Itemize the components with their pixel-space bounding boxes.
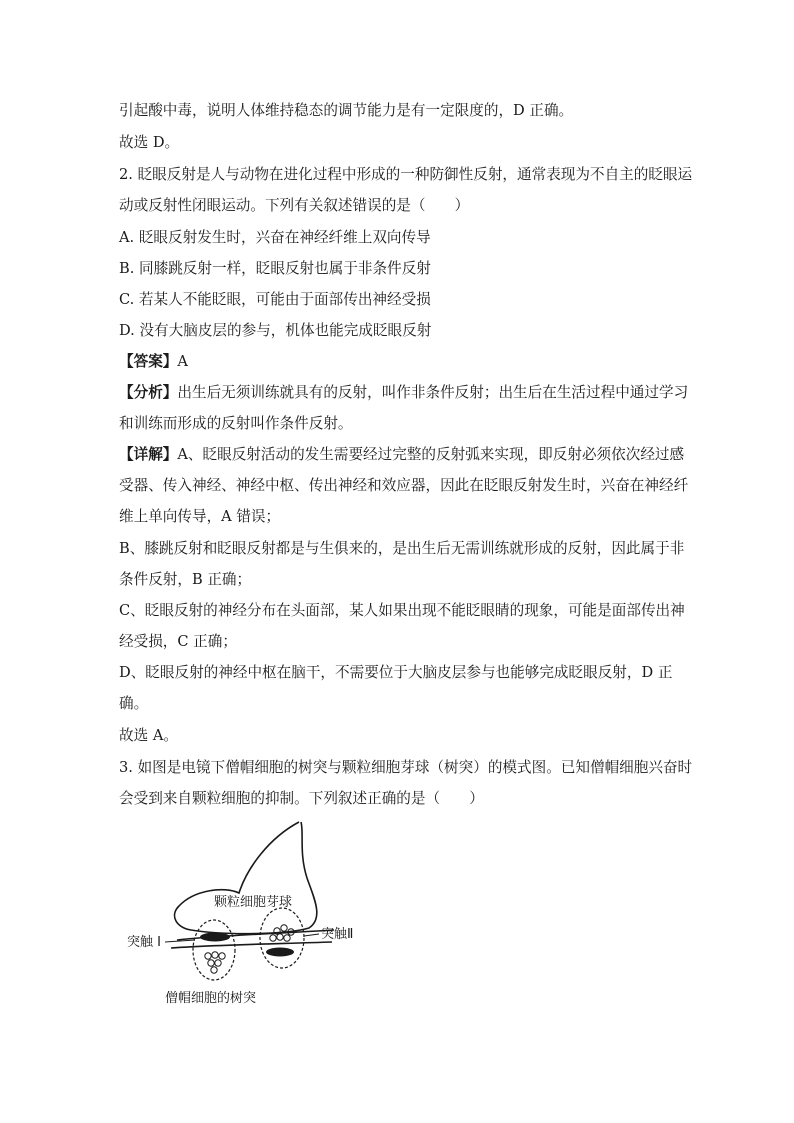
text-line: B、膝跳反射和眨眼反射都是与生俱来的，是出生后无需训练就形成的反射，因此属于非 bbox=[119, 540, 685, 557]
text-line: 维上单向传导，A 错误； bbox=[119, 508, 281, 525]
explanation-tag: 【详解】 bbox=[119, 446, 178, 463]
text-line: 引起酸中毒，说明人体维持稳态的调节能力是有一定限度的，D 正确。 bbox=[119, 102, 574, 119]
label-mitral-dendrite: 僧帽细胞的树突 bbox=[165, 991, 257, 1006]
text-line: 经受损，C 正确； bbox=[119, 633, 237, 650]
question-3-stem: 3. 如图是电镜下僧帽细胞的树突与颗粒细胞芽球（树突）的模式图。已知僧帽细胞兴奋时 bbox=[119, 759, 693, 776]
synapse-1-density bbox=[200, 933, 230, 942]
text-line: 故选 A。 bbox=[119, 727, 178, 744]
analysis-line bbox=[119, 383, 688, 403]
text-line: C、眨眼反射的神经分布在头面部，某人如果出现不能眨眼睛的现象，可能是面部传出神 bbox=[119, 602, 685, 619]
analysis-tag: 【分析】 bbox=[119, 384, 178, 401]
synapse-diagram bbox=[119, 818, 354, 1013]
question-3-stem: 会受到来自颗粒细胞的抑制。下列叙述正确的是（ ） bbox=[119, 790, 484, 807]
text-line: 和训练而形成的反射叫作条件反射。 bbox=[119, 415, 353, 432]
question-2-stem: 动或反射性闭眼运动。下列有关叙述错误的是（ ） bbox=[119, 197, 470, 214]
text-line: 条件反射，B 正确； bbox=[119, 571, 252, 588]
answer-value: A bbox=[177, 353, 188, 370]
question-2-stem: 2. 眨眼反射是人与动物在进化过程中形成的一种防御性反射，通常表现为不自主的眨眼运 bbox=[119, 166, 693, 183]
granule-spine-outline bbox=[175, 822, 317, 934]
option-c: C. 若某人不能眨眼，可能由于面部传出神经受损 bbox=[119, 291, 431, 308]
label-synapse-2: 突触Ⅱ bbox=[321, 927, 354, 942]
analysis-text: 出生后无须训练就具有的反射，叫作非条件反射；出生后在生活过程中通过学习 bbox=[177, 384, 689, 401]
label-granule-spine: 颗粒细胞芽球 bbox=[214, 895, 293, 910]
option-d: D. 没有大脑皮层的参与，机体也能完成眨眼反射 bbox=[119, 322, 432, 339]
label-synapse-1: 突触 I bbox=[127, 935, 161, 950]
synapse-2-outline bbox=[260, 908, 304, 968]
answer-line bbox=[119, 352, 188, 372]
answer-tag: 【答案】 bbox=[119, 353, 178, 370]
text-line: 受器、传入神经、神经中枢、传出神经和效应器，因此在眨眼反射发生时，兴奋在神经纤 bbox=[119, 477, 689, 494]
synapse-2-leader bbox=[304, 934, 319, 936]
mitral-dendrite-line bbox=[171, 942, 332, 948]
explanation-line bbox=[119, 445, 684, 465]
synapse-2-density bbox=[266, 948, 294, 957]
option-a: A. 眨眼反射发生时，兴奋在神经纤维上双向传导 bbox=[119, 229, 431, 246]
option-b: B. 同膝跳反射一样，眨眼反射也属于非条件反射 bbox=[119, 260, 431, 277]
synapse-1-outline bbox=[193, 920, 235, 980]
synapse-1-vesicles bbox=[205, 952, 225, 973]
text-line: 确。 bbox=[119, 695, 149, 712]
text-line: D、眨眼反射的神经中枢在脑干，不需要位于大脑皮层参与也能够完成眨眼反射，D 正 bbox=[119, 664, 673, 681]
explanation-text: A、眨眼反射活动的发生需要经过完整的反射弧来实现，即反射必须依次经过感 bbox=[177, 446, 685, 463]
text-line: 故选 D。 bbox=[119, 134, 180, 151]
